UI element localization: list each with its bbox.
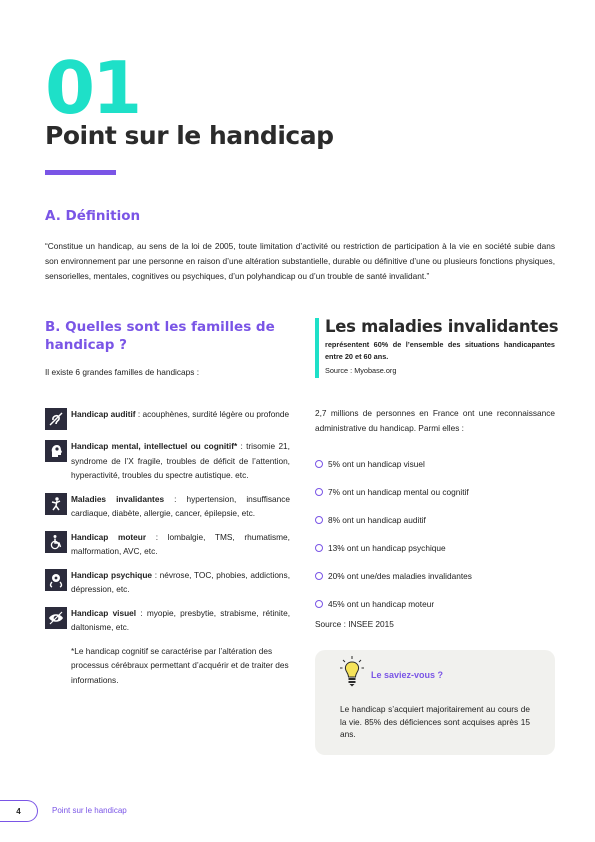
family-desc: : lombalgie, TMS, rhumatisme, malformation, AVC, etc.	[71, 531, 290, 556]
stat-item	[315, 450, 472, 478]
stat-text: 5% ont un handicap visuel	[328, 459, 425, 469]
stat-text: 45% ont un handicap moteur	[328, 599, 435, 609]
family-item	[45, 530, 290, 559]
stat-text: 8% ont un handicap auditif	[328, 515, 426, 525]
family-item	[45, 568, 290, 597]
family-label: Handicap psychique	[71, 569, 153, 580]
circle-bullet-icon	[315, 488, 323, 496]
families-intro: Il existe 6 grandes familles de handicaps :	[45, 367, 200, 377]
footer-label: Point sur le handicap	[52, 806, 127, 815]
family-desc: : trisomie 21, syndrome de l’X fragile, troubles de déficit de l’attention, hyperactivité, troubles du spectre autistique. etc.	[71, 441, 290, 480]
section-b-heading: B. Quelles sont les familles de handicap ?	[45, 319, 275, 353]
family-item	[45, 407, 290, 430]
visual-icon	[45, 607, 67, 629]
wheelchair-icon	[45, 531, 67, 553]
circle-bullet-icon	[315, 544, 323, 552]
stat-text: 13% ont un handicap psychique	[328, 543, 446, 553]
circle-bullet-icon	[315, 516, 323, 524]
psychic-icon	[45, 569, 67, 591]
invalidating-illness-icon	[45, 493, 67, 515]
stat-text: 7% ont un handicap mental ou cognitif	[328, 487, 469, 497]
family-desc: : acouphènes, surdité légère ou profonde	[135, 409, 290, 419]
family-label: Handicap visuel	[71, 607, 137, 618]
family-label: Handicap mental, intellectuel ou cognitif*	[71, 441, 238, 451]
stat-text: 20% ont une/des maladies invalidantes	[328, 571, 472, 581]
lightbulb-icon	[340, 656, 364, 690]
stats-source: Source : INSEE 2015	[315, 619, 394, 629]
maladies-accent-bar	[315, 318, 319, 378]
maladies-subtitle: représentent 60% de l’ensemble des situations handicapantes entre 20 et 60 ans.	[325, 340, 555, 361]
hearing-icon	[45, 408, 67, 430]
stats-intro: 2,7 millions de personnes en France ont une reconnaissance administrative du handicap. Parmi elles :	[315, 408, 555, 433]
family-label: Handicap moteur	[71, 531, 147, 542]
circle-bullet-icon	[315, 572, 323, 580]
maladies-source: Source : Myobase.org	[325, 366, 397, 375]
page-number: 4	[0, 800, 38, 822]
family-item	[45, 439, 290, 483]
maladies-title: Les maladies invalidantes	[325, 317, 559, 336]
stat-item	[315, 590, 472, 618]
tip-title: Le saviez-vous ?	[371, 670, 444, 680]
family-label: Handicap auditif	[71, 409, 136, 419]
family-label: Maladies invalidantes	[71, 493, 165, 504]
tip-text: Le handicap s’acquiert majoritairement au cours de la vie. 85% des déficiences sont acquises après 15 ans.	[340, 704, 530, 739]
handicap-families-list	[45, 407, 290, 687]
family-item	[45, 606, 290, 635]
definition-text: “Constitue un handicap, au sens de la loi de 2005, toute limitation d’activité ou restriction de participation à la vie en société subie dans son environnement par une personne en raison d’une altération substantielle, durable ou définitive d’une ou plusieurs fonctions physiques, sensorielles, mentales, cognitives ou psychiques, d’un polyhandicap ou d’un trouble de santé invalidant.”	[45, 241, 555, 281]
page-title: Point sur le handicap	[45, 121, 334, 150]
stat-item	[315, 478, 472, 506]
stat-item	[315, 534, 472, 562]
stat-item	[315, 506, 472, 534]
chapter-number: 01	[45, 46, 140, 130]
cognitive-note: *Le handicap cognitif se caractérise par l’altération des processus cérébraux permettant d’acquérir et de traiter des informations.	[71, 645, 289, 685]
circle-bullet-icon	[315, 600, 323, 608]
circle-bullet-icon	[315, 460, 323, 468]
title-underline	[45, 170, 116, 175]
section-a-heading: A. Définition	[45, 208, 141, 224]
cognitive-icon	[45, 440, 67, 462]
family-desc: : myopie, presbytie, strabisme, rétinite, daltonisme, etc.	[71, 607, 290, 632]
family-desc: : hypertension, insuffisance cardiaque, diabète, allergie, cancer, épilepsie, etc.	[71, 493, 290, 518]
stats-list	[315, 450, 472, 618]
family-desc: : névrose, TOC, phobies, addictions, dépression, etc.	[71, 569, 290, 594]
stat-item	[315, 562, 472, 590]
family-item	[45, 492, 290, 521]
